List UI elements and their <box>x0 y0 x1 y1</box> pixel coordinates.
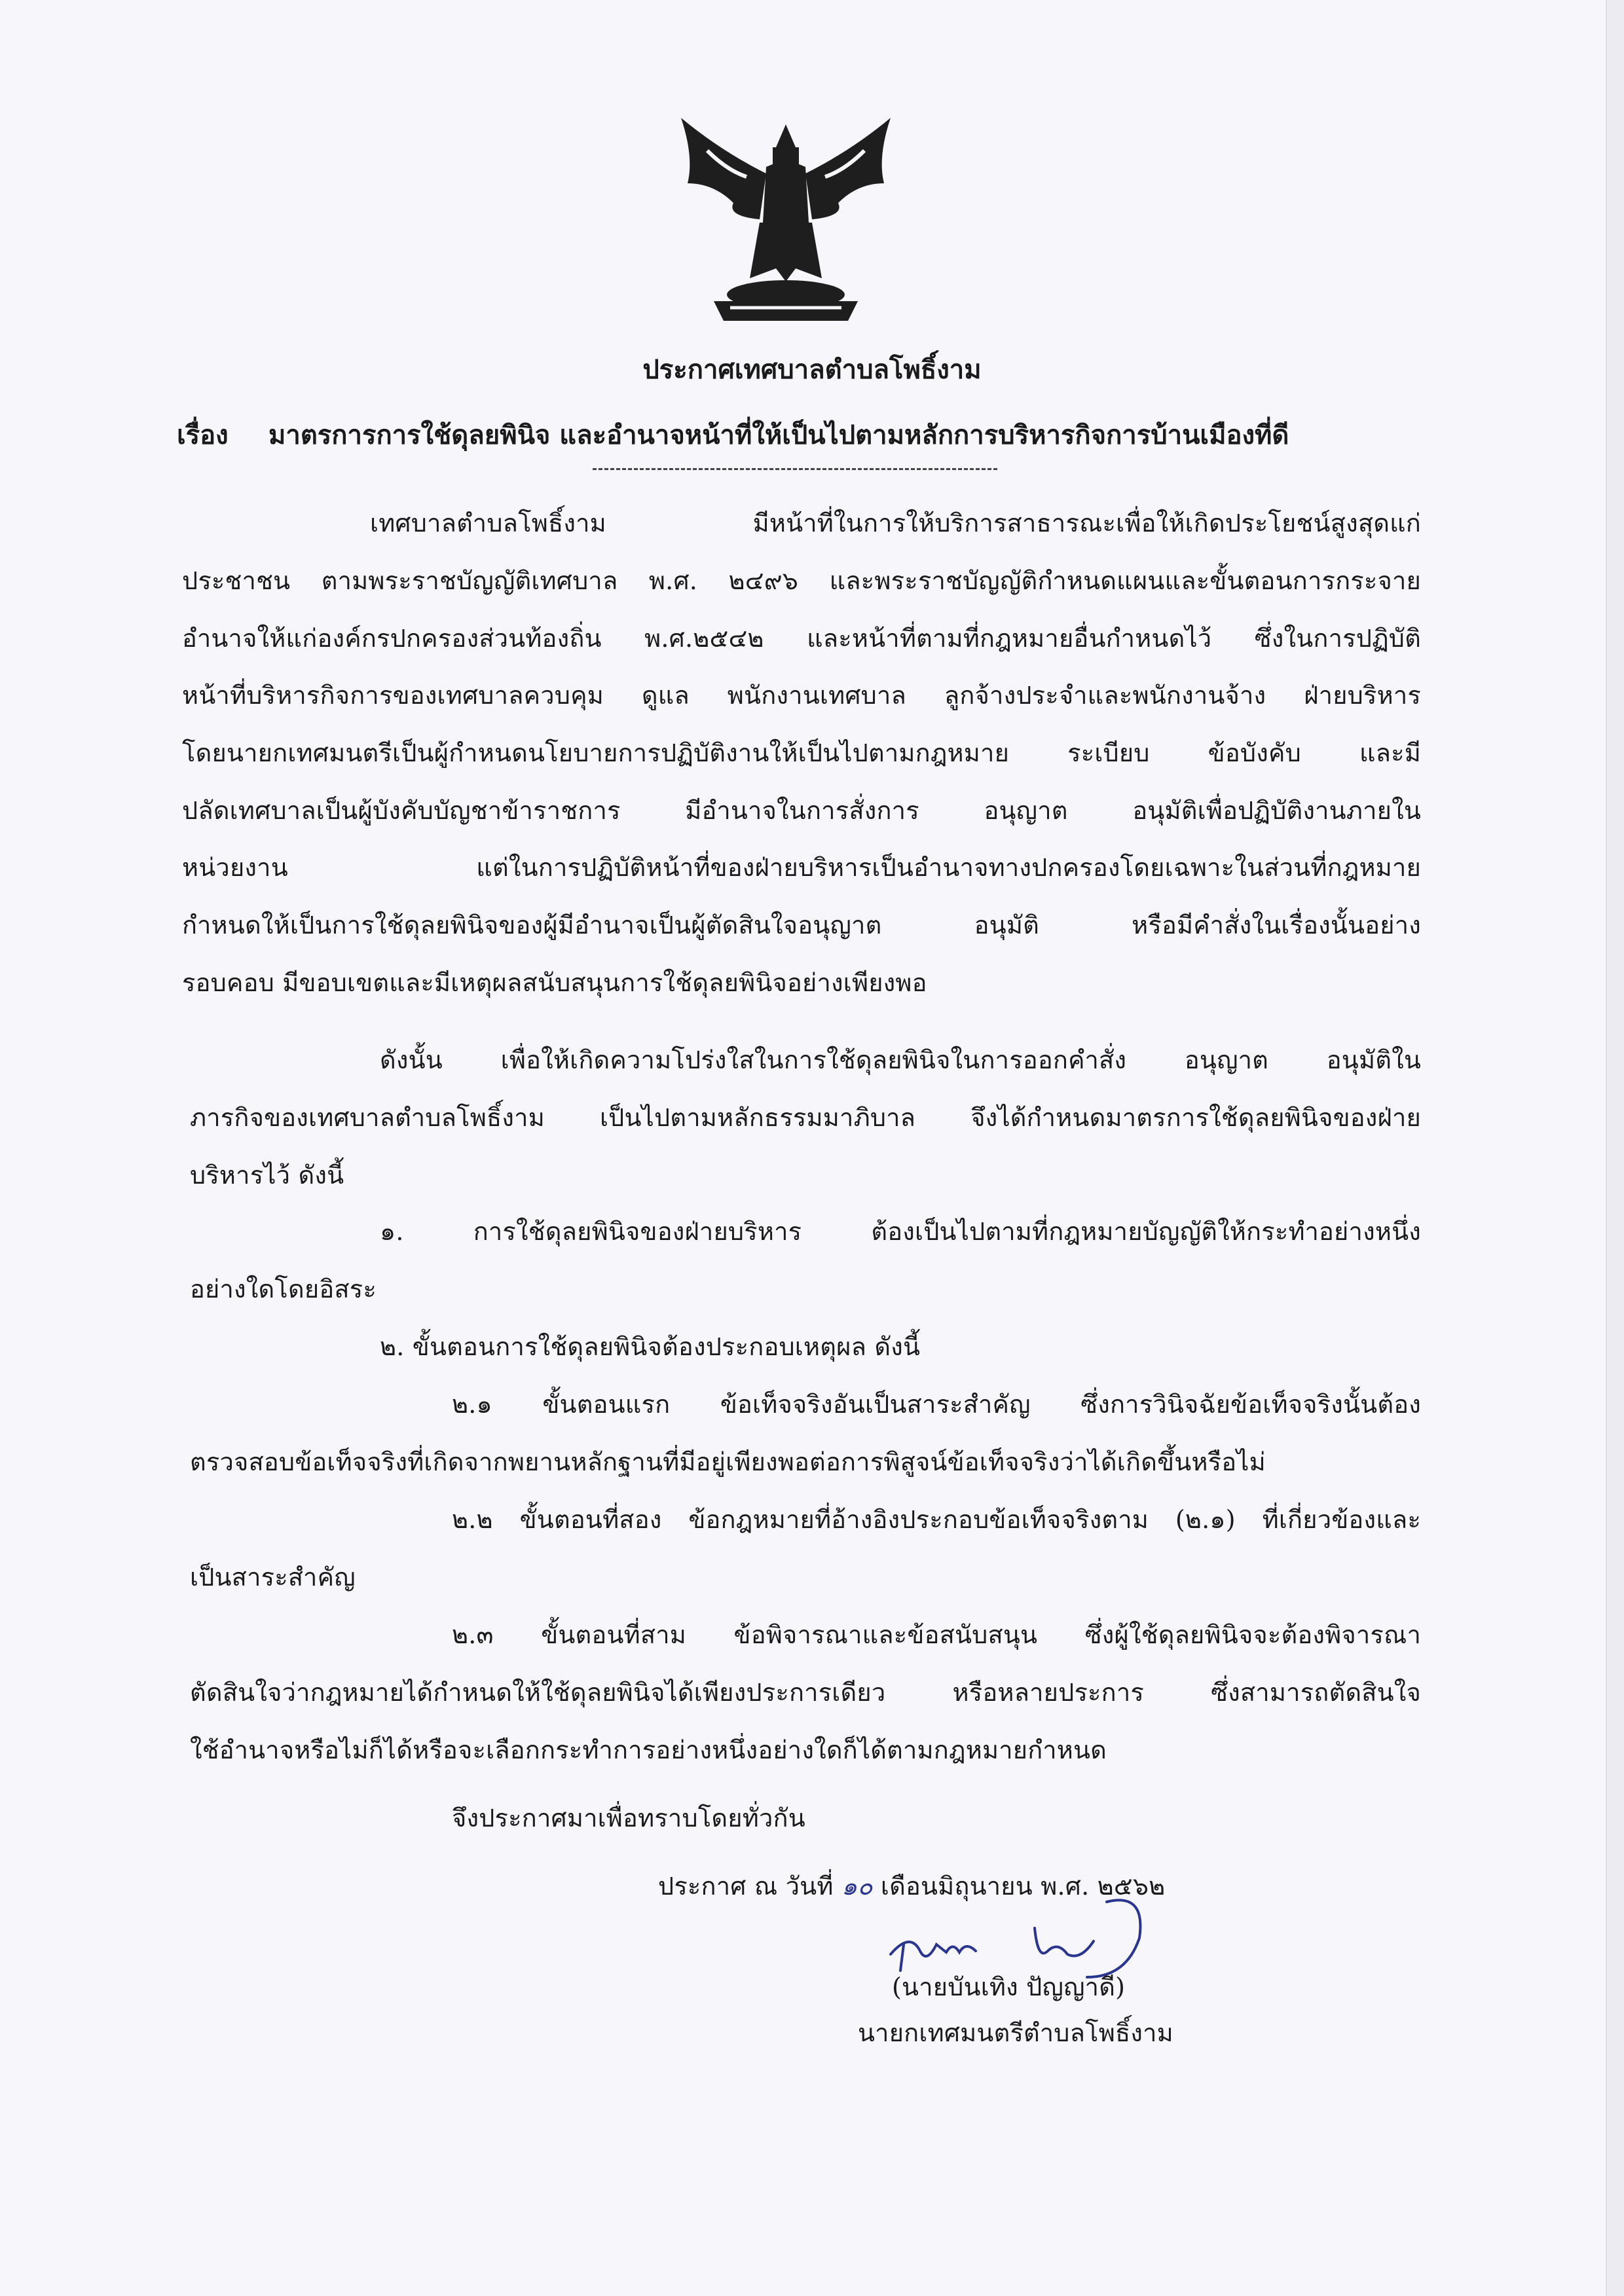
list-item-2-1-cont: ตรวจสอบข้อเท็จจริงที่เกิดจากพยานหลักฐานที่มีอยู่เพียงพอต่อการพิสูจน์ข้อเท็จจริงว่าได้เกิดขึ้นหรือไม่ <box>190 1448 1266 1476</box>
body-line: เทศบาลตำบลโพธิ์งาม มีหน้าที่ในการให้บริการสาธารณะเพื่อให้เกิดประโยชน์สูงสุดแก่ <box>370 509 1421 538</box>
list-item-2-2: ๒.๒ ขั้นตอนที่สอง ข้อกฎหมายที่อ้างอิงประกอบข้อเท็จจริงตาม (๒.๑) ที่เกี่ยวข้องและ <box>452 1505 1421 1534</box>
list-item-2-3: ๒.๓ ขั้นตอนที่สาม ข้อพิจารณาและข้อสนับสนุน ซึ่งผู้ใช้ดุลยพินิจจะต้องพิจารณา <box>452 1620 1421 1649</box>
body-line: อำนาจให้แก่องค์กรปกครองส่วนท้องถิ่น พ.ศ.๒๕๔๒ และหน้าที่ตามที่กฎหมายอื่นกำหนดไว้ ซึ่งในการปฏิบัติ <box>182 624 1421 653</box>
list-item-1-cont: อย่างใดโดยอิสระ <box>190 1275 377 1303</box>
list-item-2-1: ๒.๑ ขั้นตอนแรก ข้อเท็จจริงอันเป็นสาระสำคัญ ซึ่งการวินิจฉัยข้อเท็จจริงนั้นต้อง <box>452 1390 1421 1419</box>
signatory-name: (นายบันเทิง ปัญญาดี) <box>892 1973 1126 2001</box>
body-line: รอบคอบ มีขอบเขตและมีเหตุผลสนับสนุนการใช้ดุลยพินิจอย่างเพียงพอ <box>182 968 927 997</box>
date-prefix: ประกาศ ณ วันที่ <box>658 1872 834 1901</box>
body-line: บริหารไว้ ดังนี้ <box>190 1161 344 1190</box>
date-suffix: เดือนมิถุนายน พ.ศ. ๒๕๖๒ <box>880 1872 1166 1901</box>
body-line: หน้าที่บริหารกิจการของเทศบาลควบคุม ดูแล พนักงานเทศบาล ลูกจ้างประจำและพนักงานจ้าง ฝ่ายบริหาร <box>182 681 1421 710</box>
signatory-title: นายกเทศมนตรีตำบลโพธิ์งาม <box>858 2018 1173 2047</box>
body-line: ภารกิจของเทศบาลตำบลโพธิ์งาม เป็นไปตามหลักธรรมมาภิบาล จึงได้กำหนดมาตรการใช้ดุลยพินิจของฝ่าย <box>190 1103 1421 1132</box>
page-edge <box>1606 0 1624 2296</box>
closing-line: จึงประกาศมาเพื่อทราบโดยทั่วกัน <box>452 1804 805 1832</box>
body-line: โดยนายกเทศมนตรีเป็นผู้กำหนดนโยบายการปฏิบัติงานให้เป็นไปตามกฎหมาย ระเบียบ ข้อบังคับ และมี <box>182 738 1421 767</box>
body-line: หน่วยงาน แต่ในการปฏิบัติหน้าที่ของฝ่ายบริหารเป็นอำนาจทางปกครองโดยเฉพาะในส่วนที่กฎหมาย <box>182 853 1421 882</box>
list-item-2-2-cont: เป็นสาระสำคัญ <box>190 1563 356 1592</box>
list-item-2: ๒. ขั้นตอนการใช้ดุลยพินิจต้องประกอบเหตุผล ดังนี้ <box>380 1332 921 1361</box>
body-line: ปลัดเทศบาลเป็นผู้บังคับบัญชาข้าราชการ มีอำนาจในการสั่งการ อนุญาต อนุมัติเพื่อปฏิบัติงานภายใน <box>182 796 1421 825</box>
body-line: ดังนั้น เพื่อให้เกิดความโปร่งใสในการใช้ดุลยพินิจในการออกคำสั่ง อนุญาต อนุมัติใน <box>380 1046 1421 1074</box>
subject-label: เรื่อง <box>177 420 229 450</box>
subject-text: มาตรการการใช้ดุลยพินิจ และอำนาจหน้าที่ให้เป็นไปตามหลักการบริหารกิจการบ้านเมืองที่ดี <box>268 420 1289 450</box>
body-line: ประชาชน ตามพระราชบัญญัติเทศบาล พ.ศ. ๒๔๙๖ และพระราชบัญญัติกำหนดแผนและขั้นตอนการกระจาย <box>182 566 1421 595</box>
separator-line <box>593 468 997 470</box>
announcement-title: ประกาศเทศบาลตำบลโพธิ์งาม <box>642 354 982 385</box>
list-item-2-3-cont: ใช้อำนาจหรือไม่ก็ได้หรือจะเลือกกระทำการอย่างหนึ่งอย่างใดก็ได้ตามกฎหมายกำหนด <box>190 1736 1107 1764</box>
list-item-1: ๑. การใช้ดุลยพินิจของฝ่ายบริหาร ต้องเป็นไปตามที่กฎหมายบัญญัติให้กระทำอย่างหนึ่ง <box>380 1217 1421 1246</box>
list-item-2-3-cont: ตัดสินใจว่ากฎหมายได้กำหนดให้ใช้ดุลยพินิจได้เพียงประการเดียว หรือหลายประการ ซึ่งสามารถตัดสินใจ <box>190 1678 1421 1707</box>
date-day: ๑๐ <box>841 1872 873 1901</box>
body-line: กำหนดให้เป็นการใช้ดุลยพินิจของผู้มีอำนาจเป็นผู้ตัดสินใจอนุญาต อนุมัติ หรือมีคำสั่งในเรื่องนั้นอย่าง <box>182 911 1421 939</box>
garuda-emblem <box>668 111 904 334</box>
